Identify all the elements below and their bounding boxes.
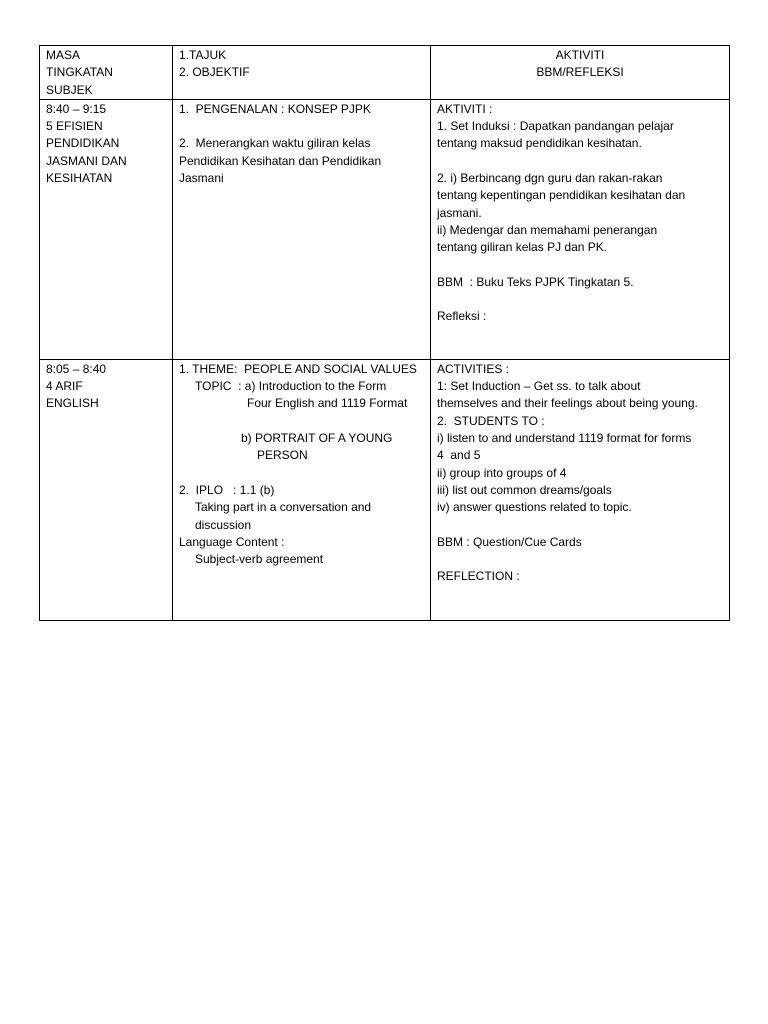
row1-step2-line3: jasmani.	[437, 205, 482, 220]
row1-class: 5 EFISIEN	[46, 119, 103, 134]
row2-set-induction-line1: 1: Set Induction – Get ss. to talk about	[437, 379, 641, 394]
row1-objective-line3: Jasmani	[179, 171, 224, 186]
row2-language-content-label: Language Content :	[179, 534, 285, 549]
header-cell-masa	[40, 46, 173, 100]
row1-set-induction-line2: tentang maksud pendidikan kesihatan.	[437, 136, 642, 151]
row1-subject-line2: JASMANI DAN	[46, 153, 127, 168]
row2-iplo-desc-line2: discussion	[195, 517, 252, 532]
row2-topic-b-cont: PERSON	[257, 448, 308, 463]
row2-time: 8:05 – 8:40	[46, 361, 107, 376]
row1-activities-heading: AKTIVITI :	[437, 101, 493, 116]
row2-subject: ENGLISH	[46, 396, 99, 411]
header-objektif: 2. OBJEKTIF	[179, 65, 250, 80]
row2-topic-a: TOPIC : a) Introduction to the Form	[195, 379, 387, 394]
row2-iplo-desc-line1: Taking part in a conversation and	[195, 500, 372, 515]
row2-language-content-value: Subject-verb agreement	[195, 552, 324, 567]
row1-step2-line2: tentang kepentingan pendidikan kesihatan dan	[437, 188, 686, 203]
row1-step2-line5: tentang giliran kelas PJ dan PK.	[437, 240, 608, 255]
header-tajuk: 1.TAJUK	[179, 48, 227, 62]
row2-time-class-subject	[40, 359, 173, 620]
table-header-row	[40, 46, 730, 100]
row2-item-4: iv) answer questions related to topic.	[437, 500, 632, 515]
row1-bbm: BBM : Buku Teks PJPK Tingkatan 5.	[437, 274, 634, 289]
row1-activities	[431, 99, 730, 359]
header-aktiviti: AKTIVITI	[555, 48, 605, 62]
header-tingkatan: TINGKATAN	[46, 65, 113, 80]
header-bbm-refleksi: BBM/REFLEKSI	[536, 65, 624, 80]
row2-topic-b: b) PORTRAIT OF A YOUNG	[241, 431, 393, 446]
row2-topic-objective	[173, 359, 431, 620]
lesson-plan-table	[39, 45, 730, 621]
header-cell-aktiviti	[431, 46, 730, 100]
row1-reflection: Refleksi :	[437, 309, 487, 324]
header-masa: MASA	[46, 48, 81, 62]
row2-item-1-cont: 4 and 5	[437, 448, 481, 463]
row2-class: 4 ARIF	[46, 379, 83, 394]
header-subjek: SUBJEK	[46, 82, 93, 97]
row2-theme: 1. THEME: PEOPLE AND SOCIAL VALUES	[179, 361, 417, 376]
row2-item-2: ii) group into groups of 4	[437, 465, 567, 480]
row1-topic-objective	[173, 99, 431, 359]
row2-topic-a-cont: Four English and 1119 Format	[247, 396, 408, 411]
row1-topic: 1. PENGENALAN : KONSEP PJPK	[179, 101, 371, 116]
row1-objective-line1: 2. Menerangkan waktu giliran kelas	[179, 136, 371, 151]
row1-time-class-subject	[40, 99, 173, 359]
row1-step2-line4: ii) Medengar dan memahami penerangan	[437, 222, 658, 237]
row1-subject-line3: KESIHATAN	[46, 171, 113, 186]
row2-bbm: BBM : Question/Cue Cards	[437, 534, 582, 549]
row2-item-1: i) listen to and understand 1119 format for forms	[437, 431, 692, 446]
row2-item-3: iii) list out common dreams/goals	[437, 482, 612, 497]
row2-iplo: 2. IPLO : 1.1 (b)	[179, 482, 275, 497]
row1-objective-line2: Pendidikan Kesihatan dan Pendidikan	[179, 153, 382, 168]
row1-time: 8:40 – 9:15	[46, 101, 107, 116]
table-row	[40, 99, 730, 359]
row1-step2-line1: 2. i) Berbincang dgn guru dan rakan-rakan	[437, 171, 663, 186]
row1-subject-line1: PENDIDIKAN	[46, 136, 120, 151]
row2-reflection: REFLECTION :	[437, 569, 520, 584]
row2-activities	[431, 359, 730, 620]
table-row	[40, 359, 730, 620]
row2-activities-heading: ACTIVITIES :	[437, 361, 510, 376]
row2-students-to: 2. STUDENTS TO :	[437, 413, 545, 428]
row2-set-induction-line2: themselves and their feelings about being young.	[437, 396, 698, 411]
header-cell-tajuk	[173, 46, 431, 100]
row1-set-induction-line1: 1. Set Induksi : Dapatkan pandangan pelajar	[437, 119, 674, 134]
